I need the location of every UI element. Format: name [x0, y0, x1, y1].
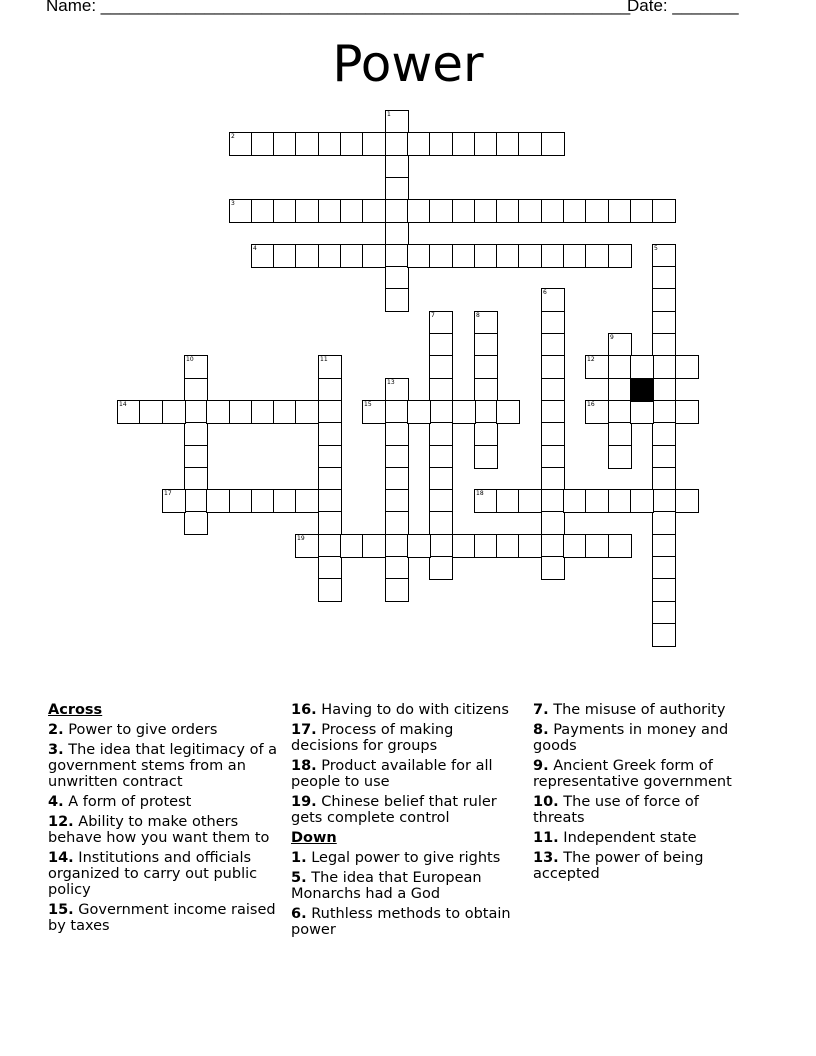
- grid-cell[interactable]: [318, 244, 342, 268]
- grid-cell[interactable]: [608, 355, 632, 379]
- grid-cell[interactable]: [318, 511, 342, 535]
- grid-cell[interactable]: [229, 132, 253, 156]
- clue-number-label: 13.: [533, 850, 559, 866]
- grid-cell[interactable]: [675, 400, 699, 424]
- grid-cell[interactable]: [429, 199, 453, 223]
- grid-cell[interactable]: [474, 489, 498, 513]
- clue-number-label: 2.: [48, 722, 64, 738]
- grid-cell[interactable]: [273, 132, 297, 156]
- clue-number: 4: [253, 245, 257, 252]
- grid-cell[interactable]: [385, 288, 409, 312]
- clue-number: 17: [164, 490, 172, 497]
- grid-cell[interactable]: [184, 511, 208, 535]
- grid-cell[interactable]: [585, 355, 609, 379]
- grid-cell[interactable]: [295, 400, 319, 424]
- clue-item: [291, 850, 523, 866]
- grid-cell[interactable]: [251, 132, 275, 156]
- clue-number: 19: [297, 535, 305, 542]
- grid-cell[interactable]: [429, 467, 453, 491]
- clue-number-label: 6.: [291, 906, 307, 922]
- grid-cell[interactable]: [563, 244, 587, 268]
- grid-cell[interactable]: [652, 445, 676, 469]
- clue-number-label: 9.: [533, 758, 549, 774]
- clue-column-1: [48, 702, 280, 938]
- grid-cell[interactable]: [608, 333, 632, 357]
- grid-cell[interactable]: [652, 311, 676, 335]
- grid-cell[interactable]: [340, 244, 364, 268]
- grid-cell[interactable]: [608, 199, 632, 223]
- grid-cell[interactable]: [518, 534, 542, 558]
- clue-item: [533, 850, 743, 882]
- clue-number-label: 1.: [291, 850, 307, 866]
- clue-number: 15: [364, 401, 372, 408]
- grid-cell[interactable]: [295, 132, 319, 156]
- grid-cell[interactable]: [652, 333, 676, 357]
- grid-cell[interactable]: [608, 400, 632, 424]
- grid-cell[interactable]: [362, 244, 386, 268]
- clue-text: Institutions and officials organized to carry out public policy: [48, 850, 258, 898]
- grid-cell[interactable]: [429, 244, 453, 268]
- grid-cell[interactable]: [608, 378, 632, 402]
- grid-cell[interactable]: [474, 422, 498, 446]
- clue-number-label: 15.: [48, 902, 74, 918]
- grid-cell[interactable]: [563, 534, 587, 558]
- grid-cell[interactable]: [541, 355, 565, 379]
- clue-item: [291, 794, 523, 826]
- grid-cell[interactable]: [474, 311, 498, 335]
- clue-text: Ancient Greek form of representative government: [533, 758, 732, 790]
- clue-number: 16: [587, 401, 595, 408]
- grid-cell[interactable]: [340, 199, 364, 223]
- grid-cell[interactable]: [429, 422, 453, 446]
- clue-number: 18: [476, 490, 484, 497]
- grid-cell[interactable]: [407, 244, 431, 268]
- grid-cell[interactable]: [184, 378, 208, 402]
- grid-cell[interactable]: [318, 378, 342, 402]
- grid-cell[interactable]: [429, 400, 453, 424]
- grid-cell[interactable]: [541, 511, 565, 535]
- grid-cell[interactable]: [184, 489, 208, 513]
- grid-cell[interactable]: [652, 422, 676, 446]
- grid-cell[interactable]: [184, 355, 208, 379]
- clue-text: A form of protest: [63, 794, 192, 810]
- grid-cell[interactable]: [251, 489, 275, 513]
- grid-cell[interactable]: [474, 132, 498, 156]
- grid-cell[interactable]: [675, 355, 699, 379]
- clue-item: [48, 850, 280, 898]
- grid-cell[interactable]: [229, 400, 253, 424]
- grid-cell[interactable]: [496, 489, 520, 513]
- grid-cell[interactable]: [273, 400, 297, 424]
- clue-item: [48, 902, 280, 934]
- grid-cell[interactable]: [318, 132, 342, 156]
- clue-text: Having to do with citizens: [316, 702, 509, 718]
- grid-cell[interactable]: [273, 199, 297, 223]
- grid-cell[interactable]: [407, 199, 431, 223]
- grid-cell[interactable]: [429, 132, 453, 156]
- grid-cell[interactable]: [630, 355, 654, 379]
- clue-item: [48, 794, 280, 810]
- grid-cell[interactable]: [206, 489, 230, 513]
- clue-item: [291, 870, 523, 902]
- clue-number: 6: [543, 289, 547, 296]
- grid-cell[interactable]: [585, 199, 609, 223]
- across-heading: Across: [48, 702, 103, 718]
- grid-cell[interactable]: [385, 110, 409, 134]
- clue-number-label: 19.: [291, 794, 317, 810]
- black-square: [630, 378, 654, 402]
- clue-text: Chinese belief that ruler gets complete control: [291, 794, 497, 826]
- grid-cell[interactable]: [362, 132, 386, 156]
- clue-text: The idea that legitimacy of a government stems from an unwritten contract: [48, 742, 278, 790]
- grid-cell[interactable]: [340, 132, 364, 156]
- clue-column-3: [533, 702, 743, 886]
- grid-cell[interactable]: [429, 311, 453, 335]
- grid-cell[interactable]: [474, 244, 498, 268]
- clue-item: [291, 758, 523, 790]
- grid-cell[interactable]: [429, 378, 453, 402]
- grid-cell[interactable]: [273, 489, 297, 513]
- grid-cell[interactable]: [429, 511, 453, 535]
- clue-number-label: 11.: [533, 830, 559, 846]
- clue-text: Ability to make others behave how you want them to: [48, 814, 270, 846]
- grid-cell[interactable]: [496, 400, 520, 424]
- grid-cell[interactable]: [541, 422, 565, 446]
- grid-cell[interactable]: [541, 489, 565, 513]
- grid-cell[interactable]: [496, 244, 520, 268]
- clue-number-label: 8.: [533, 722, 549, 738]
- grid-cell[interactable]: [541, 333, 565, 357]
- grid-cell[interactable]: [518, 489, 542, 513]
- grid-cell[interactable]: [385, 511, 409, 535]
- grid-cell[interactable]: [385, 155, 409, 179]
- clue-number: 5: [654, 245, 658, 252]
- grid-cell[interactable]: [385, 266, 409, 290]
- grid-cell[interactable]: [407, 132, 431, 156]
- grid-cell[interactable]: [496, 534, 520, 558]
- grid-cell[interactable]: [318, 578, 342, 602]
- clue-number-label: 18.: [291, 758, 317, 774]
- grid-cell[interactable]: [541, 244, 565, 268]
- grid-cell[interactable]: [251, 199, 275, 223]
- clue-text: The idea that European Monarchs had a God: [291, 870, 482, 902]
- grid-cell[interactable]: [652, 400, 676, 424]
- grid-cell[interactable]: [518, 132, 542, 156]
- grid-cell[interactable]: [385, 378, 409, 402]
- grid-cell[interactable]: [563, 199, 587, 223]
- grid-cell[interactable]: [429, 489, 453, 513]
- grid-cell[interactable]: [541, 556, 565, 580]
- grid-cell[interactable]: [385, 199, 409, 223]
- grid-cell[interactable]: [429, 534, 453, 558]
- clue-number: 11: [320, 356, 328, 363]
- clue-number-label: 16.: [291, 702, 317, 718]
- grid-cell[interactable]: [139, 400, 163, 424]
- grid-cell[interactable]: [474, 400, 498, 424]
- clue-text: Government income raised by taxes: [48, 902, 276, 934]
- grid-cell[interactable]: [318, 467, 342, 491]
- grid-cell[interactable]: [518, 244, 542, 268]
- grid-cell[interactable]: [585, 244, 609, 268]
- grid-cell[interactable]: [496, 199, 520, 223]
- clue-number-label: 4.: [48, 794, 64, 810]
- clue-item: [533, 758, 743, 790]
- grid-cell[interactable]: [541, 378, 565, 402]
- grid-cell[interactable]: [318, 355, 342, 379]
- grid-cell[interactable]: [318, 489, 342, 513]
- clue-item: [533, 830, 743, 846]
- grid-cell[interactable]: [608, 445, 632, 469]
- grid-cell[interactable]: [518, 199, 542, 223]
- clue-text: Process of making decisions for groups: [291, 722, 454, 754]
- grid-cell[interactable]: [318, 534, 342, 558]
- grid-cell[interactable]: [385, 400, 409, 424]
- grid-cell[interactable]: [652, 244, 676, 268]
- clue-item: [533, 702, 743, 718]
- grid-cell[interactable]: [385, 534, 409, 558]
- clue-number-label: 10.: [533, 794, 559, 810]
- grid-cell[interactable]: [362, 199, 386, 223]
- grid-cell[interactable]: [608, 244, 632, 268]
- clue-number: 9: [610, 334, 614, 341]
- grid-cell[interactable]: [318, 422, 342, 446]
- grid-cell[interactable]: [229, 489, 253, 513]
- grid-cell[interactable]: [184, 400, 208, 424]
- grid-cell[interactable]: [407, 534, 431, 558]
- grid-cell[interactable]: [385, 177, 409, 201]
- grid-cell[interactable]: [563, 489, 587, 513]
- grid-cell[interactable]: [541, 288, 565, 312]
- grid-cell[interactable]: [652, 578, 676, 602]
- grid-cell[interactable]: [429, 445, 453, 469]
- grid-cell[interactable]: [385, 422, 409, 446]
- grid-cell[interactable]: [340, 534, 364, 558]
- grid-cell[interactable]: [474, 333, 498, 357]
- grid-cell[interactable]: [585, 534, 609, 558]
- grid-cell[interactable]: [429, 556, 453, 580]
- clue-text: Ruthless methods to obtain power: [291, 906, 511, 938]
- clue-item: [291, 722, 523, 754]
- grid-cell[interactable]: [295, 534, 319, 558]
- grid-cell[interactable]: [652, 355, 676, 379]
- grid-cell[interactable]: [318, 445, 342, 469]
- clue-text: Independent state: [558, 830, 697, 846]
- clue-item: [291, 702, 523, 718]
- grid-cell[interactable]: [630, 489, 654, 513]
- clue-number-label: 12.: [48, 814, 74, 830]
- clue-item: [48, 814, 280, 846]
- grid-cell[interactable]: [251, 244, 275, 268]
- grid-cell[interactable]: [452, 132, 476, 156]
- grid-cell[interactable]: [429, 355, 453, 379]
- clue-item: [48, 722, 280, 738]
- grid-cell[interactable]: [385, 467, 409, 491]
- clue-number: 12: [587, 356, 595, 363]
- clue-number: 8: [476, 312, 480, 319]
- clue-column-2: [291, 702, 523, 942]
- clue-number: 7: [431, 312, 435, 319]
- grid-cell[interactable]: [652, 511, 676, 535]
- grid-cell[interactable]: [652, 266, 676, 290]
- grid-cell[interactable]: [429, 333, 453, 357]
- clue-number-label: 7.: [533, 702, 549, 718]
- grid-cell[interactable]: [541, 132, 565, 156]
- grid-cell[interactable]: [652, 623, 676, 647]
- clue-item: [291, 906, 523, 938]
- grid-cell[interactable]: [652, 467, 676, 491]
- grid-cell[interactable]: [362, 534, 386, 558]
- grid-cell[interactable]: [474, 445, 498, 469]
- grid-cell[interactable]: [608, 422, 632, 446]
- grid-cell[interactable]: [184, 422, 208, 446]
- grid-cell[interactable]: [652, 489, 676, 513]
- grid-cell[interactable]: [385, 222, 409, 246]
- clue-number-label: 3.: [48, 742, 64, 758]
- grid-cell[interactable]: [206, 400, 230, 424]
- grid-cell[interactable]: [630, 400, 654, 424]
- grid-cell[interactable]: [184, 445, 208, 469]
- grid-cell[interactable]: [496, 132, 520, 156]
- grid-cell[interactable]: [541, 400, 565, 424]
- grid-cell[interactable]: [452, 199, 476, 223]
- grid-cell[interactable]: [652, 534, 676, 558]
- clue-number-label: 17.: [291, 722, 317, 738]
- clue-text: The misuse of authority: [548, 702, 726, 718]
- grid-cell[interactable]: [229, 199, 253, 223]
- clue-number: 14: [119, 401, 127, 408]
- grid-cell[interactable]: [675, 489, 699, 513]
- clue-number-label: 5.: [291, 870, 307, 886]
- clue-text: Product available for all people to use: [291, 758, 493, 790]
- grid-cell[interactable]: [608, 534, 632, 558]
- grid-cell[interactable]: [474, 355, 498, 379]
- grid-cell[interactable]: [541, 445, 565, 469]
- grid-cell[interactable]: [652, 378, 676, 402]
- grid-cell[interactable]: [585, 400, 609, 424]
- clue-text: The use of force of threats: [533, 794, 699, 826]
- grid-cell[interactable]: [385, 132, 409, 156]
- grid-cell[interactable]: [385, 556, 409, 580]
- grid-cell[interactable]: [385, 445, 409, 469]
- grid-cell[interactable]: [652, 556, 676, 580]
- grid-cell[interactable]: [474, 378, 498, 402]
- grid-cell[interactable]: [585, 489, 609, 513]
- clue-text: Legal power to give rights: [306, 850, 501, 866]
- grid-cell[interactable]: [162, 400, 186, 424]
- grid-cell[interactable]: [608, 489, 632, 513]
- grid-cell[interactable]: [385, 244, 409, 268]
- clue-number: 2: [231, 133, 235, 140]
- page-title: Power: [332, 35, 484, 93]
- clue-number: 10: [186, 356, 194, 363]
- grid-cell[interactable]: [117, 400, 141, 424]
- grid-cell[interactable]: [452, 244, 476, 268]
- grid-cell[interactable]: [273, 244, 297, 268]
- date-field[interactable]: Date: _______: [627, 0, 739, 15]
- grid-cell[interactable]: [652, 199, 676, 223]
- clue-item: [533, 794, 743, 826]
- grid-cell[interactable]: [295, 489, 319, 513]
- grid-cell[interactable]: [452, 534, 476, 558]
- grid-cell[interactable]: [362, 400, 386, 424]
- down-heading: Down: [291, 830, 337, 846]
- clue-number: 3: [231, 200, 235, 207]
- clue-text: Power to give orders: [63, 722, 218, 738]
- grid-cell[interactable]: [652, 288, 676, 312]
- grid-cell[interactable]: [318, 556, 342, 580]
- grid-cell[interactable]: [474, 534, 498, 558]
- grid-cell[interactable]: [474, 199, 498, 223]
- name-field[interactable]: Name: ________________________________________________________: [46, 0, 631, 15]
- clue-item: [533, 722, 743, 754]
- grid-cell[interactable]: [318, 400, 342, 424]
- clue-number: 1: [387, 111, 391, 118]
- clue-text: The power of being accepted: [533, 850, 704, 882]
- grid-cell[interactable]: [184, 467, 208, 491]
- grid-cell[interactable]: [452, 400, 476, 424]
- grid-cell[interactable]: [162, 489, 186, 513]
- grid-cell[interactable]: [318, 199, 342, 223]
- grid-cell[interactable]: [630, 199, 654, 223]
- grid-cell[interactable]: [407, 400, 431, 424]
- clue-item: [48, 742, 280, 790]
- grid-cell[interactable]: [295, 244, 319, 268]
- clue-text: Payments in money and goods: [533, 722, 729, 754]
- grid-cell[interactable]: [541, 467, 565, 491]
- grid-cell[interactable]: [541, 199, 565, 223]
- clue-number-label: 14.: [48, 850, 74, 866]
- grid-cell[interactable]: [385, 578, 409, 602]
- clue-number: 13: [387, 379, 395, 386]
- grid-cell[interactable]: [295, 199, 319, 223]
- grid-cell[interactable]: [385, 489, 409, 513]
- grid-cell[interactable]: [652, 601, 676, 625]
- grid-cell[interactable]: [251, 400, 275, 424]
- grid-cell[interactable]: [541, 534, 565, 558]
- grid-cell[interactable]: [541, 311, 565, 335]
